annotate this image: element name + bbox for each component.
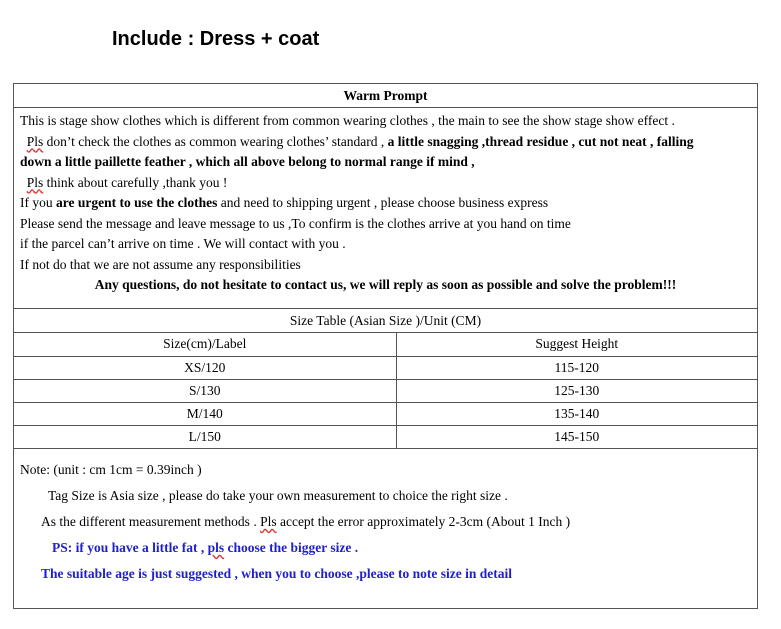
warm-prompt-body <box>14 108 757 309</box>
height-cell: 115-120 <box>396 356 757 379</box>
warm-line-3: down a little paillette feather , which all above belong to normal range if mind , <box>20 154 475 169</box>
warm-line-2-pls: Pls <box>26 133 44 149</box>
warm-line-4 <box>20 173 751 194</box>
warm-line-5-c: and need to shipping urgent , please choose business express <box>217 195 549 210</box>
size-cell: XS/120 <box>14 356 396 379</box>
note-measurement <box>41 514 570 530</box>
size-cell: M/140 <box>14 402 396 425</box>
note-measurement-pls: Pls <box>260 514 277 529</box>
table-row <box>14 425 757 448</box>
warm-line-5-bold: are urgent to use the clothes <box>56 195 218 210</box>
note-measurement-c: accept the error approximately 2-3cm (About 1 Inch ) <box>276 514 571 529</box>
note-age: The suitable age is just suggested , when you to choose ,please to note size in detail <box>41 566 513 581</box>
warm-line-4-pls: Pls <box>26 174 44 190</box>
table-row <box>14 379 757 402</box>
note-unit: Note: (unit : cm 1cm = 0.39inch ) <box>20 462 202 477</box>
table-row <box>14 402 757 425</box>
warm-line-4-text: think about carefully ,thank you ! <box>43 174 228 190</box>
warm-prompt-heading: Warm Prompt <box>14 84 757 108</box>
warm-line-1: This is stage show clothes which is different from common wearing clothes , the main to see the show stage show effect . <box>20 113 675 128</box>
column-header-size: Size(cm)/Label <box>14 333 396 356</box>
warm-line-5-a: If you <box>20 195 56 210</box>
table-header-row <box>14 333 757 356</box>
note-ps-c: choose the bigger size . <box>224 540 359 555</box>
note-tag-size: Tag Size is Asia size , please do take your own measurement to choice the right size . <box>48 488 508 503</box>
warm-line-2-text: don’t check the clothes as common wearing clothes’ standard , <box>43 133 388 149</box>
warm-line-6: Please send the message and leave message to us ,To confirm is the clothes arrive at you hand on time <box>20 215 571 231</box>
note-ps <box>52 540 358 556</box>
size-table-heading: Size Table (Asian Size )/Unit (CM) <box>14 309 757 333</box>
height-cell: 125-130 <box>396 379 757 402</box>
column-header-height: Suggest Height <box>396 333 757 356</box>
size-cell: L/150 <box>14 425 396 448</box>
table-row <box>14 356 757 379</box>
size-table <box>14 333 757 449</box>
size-cell: S/130 <box>14 379 396 402</box>
warm-line-2 <box>20 132 751 153</box>
warm-line-9: Any questions, do not hesitate to contact us, we will reply as soon as possible and solve the problem!!! <box>94 277 677 292</box>
note-ps-a: PS: if you have a little fat , <box>52 540 208 555</box>
note-ps-pls: pls <box>207 540 225 555</box>
warm-line-7: if the parcel can’t arrive on time . We will contact with you . <box>20 236 346 251</box>
warm-line-8: If not do that we are not assume any responsibilities <box>20 256 301 272</box>
warm-line-5 <box>20 193 751 214</box>
note-measurement-a: As the different measurement methods . <box>41 514 261 529</box>
height-cell: 145-150 <box>396 425 757 448</box>
warm-line-2-bold: a little snagging ,thread residue , cut not neat , falling <box>387 133 694 149</box>
info-sheet <box>13 83 758 609</box>
page-title: Include : Dress + coat <box>112 28 320 50</box>
height-cell: 135-140 <box>396 402 757 425</box>
